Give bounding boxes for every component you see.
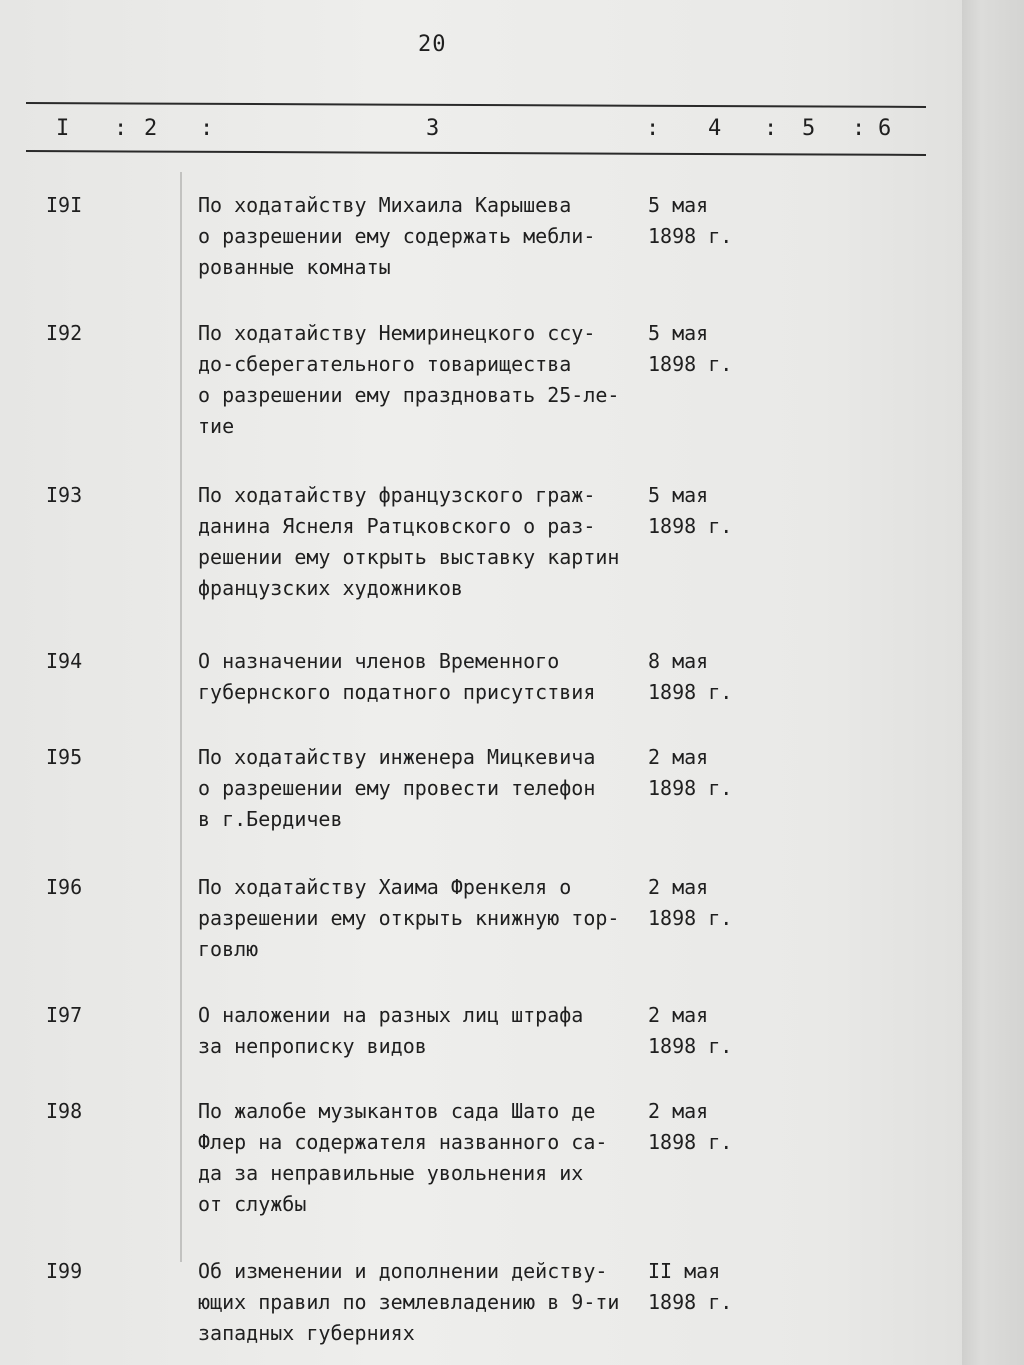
column-header-row — [26, 116, 926, 146]
column-1-header: I — [56, 116, 70, 141]
entry-description: По жалобе музыкантов сада Шато де Флер на содержателя названного са- да за неправильные увольнения их от службы — [198, 1099, 608, 1216]
entry-description: Об изменении и дополнении действу- ющих правил по землевладению в 9-ти западных губерниях — [198, 1259, 620, 1345]
entry-date: 8 мая 1898 г. — [648, 649, 733, 704]
header-top-rule — [26, 102, 926, 108]
entry-date: II мая 1898 г. — [648, 1259, 733, 1314]
entry-number: I95 — [46, 745, 83, 769]
column-4-header: 4 — [708, 116, 722, 141]
entry-description: По ходатайству инженера Мицкевича о разрешении ему провести телефон в г.Бердичев — [198, 745, 596, 831]
column-separator: : — [200, 116, 214, 141]
entry-description: По ходатайству Михаила Карышева о разрешении ему содержать мебли- рованные комнаты — [198, 193, 596, 279]
entry-number: I96 — [46, 875, 83, 899]
column-5-header: 5 — [802, 116, 816, 141]
entry-number: I9I — [46, 193, 83, 217]
entry-description: По ходатайству французского граж- данина Яснеля Ратцковского о раз- решении ему открыть выставку картин французских художников — [198, 483, 620, 600]
entry-date: 5 мая 1898 г. — [648, 321, 733, 376]
entry-description: По ходатайству Хаима Френкеля о разрешении ему открыть книжную тор- говлю — [198, 875, 620, 961]
entry-date: 5 мая 1898 г. — [648, 483, 733, 538]
entry-number: I98 — [46, 1099, 83, 1123]
entry-date: 2 мая 1898 г. — [648, 1003, 733, 1058]
entry-number: I92 — [46, 321, 83, 345]
entry-description: О назначении членов Временного губернского податного присутствия — [198, 649, 596, 704]
entry-number: I94 — [46, 649, 83, 673]
entry-number: I97 — [46, 1003, 83, 1027]
page-number: 20 — [418, 32, 447, 57]
entry-date: 5 мая 1898 г. — [648, 193, 733, 248]
column-separator: : — [764, 116, 778, 141]
entry-date: 2 мая 1898 г. — [648, 745, 733, 800]
page-edge — [962, 0, 1024, 1365]
entry-description: О наложении на разных лиц штрафа за непрописку видов — [198, 1003, 584, 1058]
entry-number: I93 — [46, 483, 83, 507]
column-separator: : — [114, 116, 128, 141]
column-separator: : — [646, 116, 660, 141]
column-divider — [180, 172, 182, 1262]
header-bottom-rule — [26, 150, 926, 156]
column-2-header: 2 — [144, 116, 158, 141]
entry-date: 2 мая 1898 г. — [648, 1099, 733, 1154]
entry-number: I99 — [46, 1259, 83, 1283]
column-6-header: 6 — [878, 116, 892, 141]
entry-description: По ходатайству Немиринецкого ссу- до-сберегательного товарищества о разрешении ему праздновать 25-ле- тие — [198, 321, 620, 438]
column-separator: : — [852, 116, 866, 141]
column-3-header: 3 — [426, 116, 440, 141]
entry-date: 2 мая 1898 г. — [648, 875, 733, 930]
